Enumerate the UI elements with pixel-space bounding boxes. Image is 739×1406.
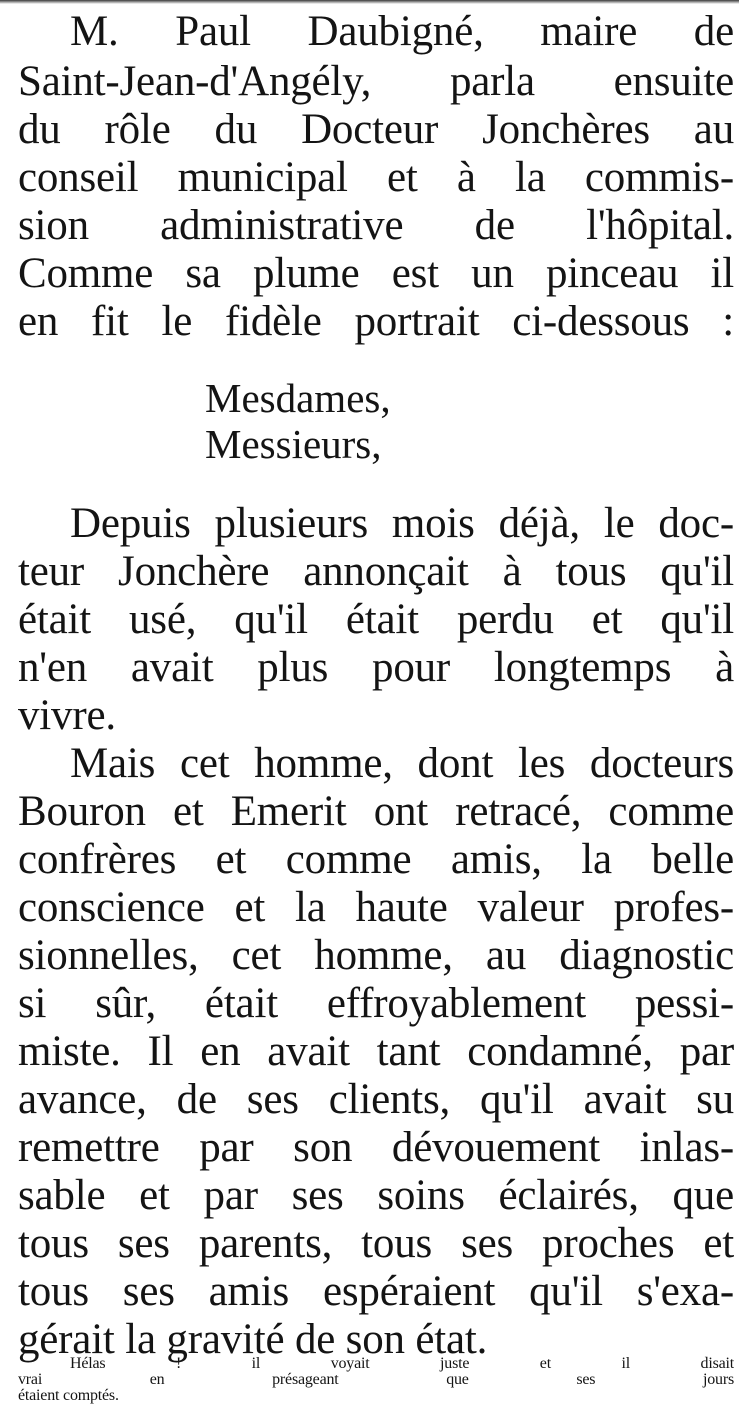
paragraph-3-line-4: conscience et la haute valeur profes-: [18, 884, 734, 931]
paragraph-3-line-11: tous ses parents, tous ses proches et: [18, 1220, 734, 1267]
cropped-line-edge: [0, 0, 739, 4]
paragraph-2-line-1: Depuis plusieurs mois déjà, le doc-: [70, 500, 734, 547]
paragraph-1-line-3: du rôle du Docteur Jonchères au: [18, 106, 734, 153]
paragraph-3-line-3: confrères et comme amis, la belle: [18, 836, 734, 883]
paragraph-1-line-7: en fit le fidèle portrait ci-dessous :: [18, 298, 734, 345]
paragraph-3-line-2: Bouron et Emerit ont retracé, comme: [18, 788, 734, 835]
paragraph-1-line-2: Saint-Jean-d'Angély, parla ensuite: [18, 58, 734, 105]
paragraph-2-line-4: n'en avait plus pour longtemps à: [18, 644, 734, 691]
paragraph-2-line-3: était usé, qu'il était perdu et qu'il: [18, 596, 734, 643]
paragraph-3-line-5: sionnelles, cet homme, au diagnostic: [18, 932, 734, 979]
paragraph-4-line-3: étaient comptés.: [18, 1388, 119, 1404]
paragraph-4-line-2: vrai en présageant que ses jours: [18, 1372, 734, 1388]
paragraph-1-line-1: M. Paul Daubigné, maire de: [70, 8, 734, 55]
paragraph-1-line-4: conseil municipal et à la commis-: [18, 154, 734, 201]
paragraph-2-line-2: teur Jonchère annonçait à tous qu'il: [18, 548, 734, 595]
paragraph-3-line-1: Mais cet homme, dont les docteurs: [70, 740, 734, 787]
paragraph-3-line-7: miste. Il en avait tant condamné, par: [18, 1028, 734, 1075]
paragraph-2-line-5: vivre.: [18, 692, 116, 739]
salutation-line-1: Mesdames,: [205, 375, 391, 421]
paragraph-3-line-9: remettre par son dévouement inlas-: [18, 1124, 734, 1171]
paragraph-1-line-5: sion administrative de l'hôpital.: [18, 202, 734, 249]
paragraph-3-line-6: si sûr, était effroyablement pessi-: [18, 980, 734, 1027]
paragraph-1-line-6: Comme sa plume est un pinceau il: [18, 250, 734, 297]
salutation-line-2: Messieurs,: [205, 421, 382, 467]
paragraph-3-line-13: gérait la gravité de son état.: [18, 1316, 488, 1363]
paragraph-3-line-8: avance, de ses clients, qu'il avait su: [18, 1076, 734, 1123]
paragraph-3-line-10: sable et par ses soins éclairés, que: [18, 1172, 734, 1219]
paragraph-4-line-1: Hélas ! il voyait juste et il disait: [70, 1356, 734, 1372]
paragraph-3-line-12: tous ses amis espéraient qu'il s'exa-: [18, 1268, 734, 1315]
